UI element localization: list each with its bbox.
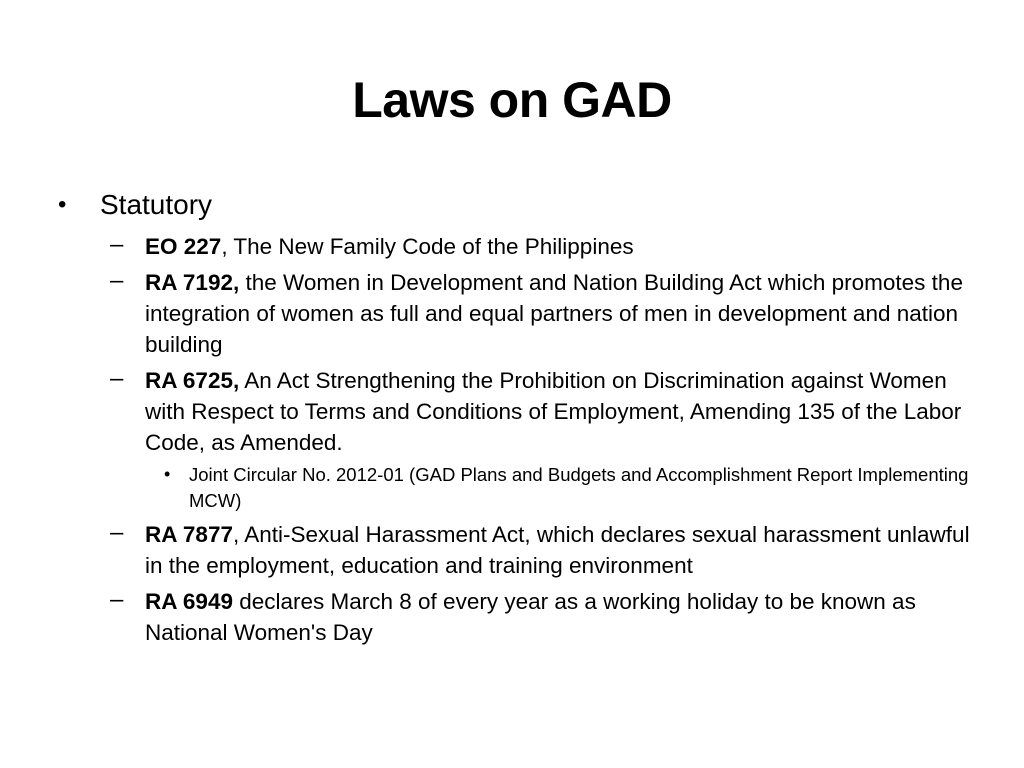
law-code: RA 6949 (145, 589, 233, 614)
law-code: RA 7877 (145, 522, 233, 547)
law-item-ra-6725 (57, 365, 977, 458)
law-code: RA 6725, (145, 368, 240, 393)
law-description: , The New Family Code of the Philippines (221, 234, 634, 259)
law-item-eo-227 (57, 231, 977, 262)
law-code: EO 227 (145, 234, 222, 259)
dash-icon: – (110, 519, 124, 546)
subitem-text: Joint Circular No. 2012-01 (GAD Plans and Budgets and Accomplishment Report Implementing MCW) (189, 464, 969, 511)
law-item-ra-6949 (57, 586, 977, 648)
dash-icon: – (110, 231, 124, 258)
bullet-statutory (57, 184, 977, 226)
law-code: RA 7192, (145, 270, 240, 295)
slide-content (57, 184, 977, 648)
subitem-joint-circular (57, 462, 977, 514)
law-item-ra-7877 (57, 519, 977, 581)
bullet-text: Statutory (100, 189, 213, 220)
law-item-ra-7192 (57, 267, 977, 360)
bullet-icon: • (164, 464, 171, 484)
law-description: , Anti-Sexual Harassment Act, which declares sexual harassment unlawful in the employment, education and training environment (145, 522, 970, 578)
slide-title: Laws on GAD (352, 72, 672, 128)
dash-icon: – (110, 365, 124, 392)
law-description: declares March 8 of every year as a working holiday to be known as National Women's Day (145, 589, 916, 645)
bullet-icon: • (58, 191, 67, 218)
dash-icon: – (110, 267, 124, 294)
law-description: An Act Strengthening the Prohibition on Discrimination against Women with Respect to Terms and Conditions of Employment, Amending 135 of the Labor Code, as Amended. (145, 368, 962, 455)
law-description: the Women in Development and Nation Building Act which promotes the integration of women as full and equal partners of men in development and nation building (145, 270, 963, 357)
dash-icon: – (110, 586, 124, 613)
